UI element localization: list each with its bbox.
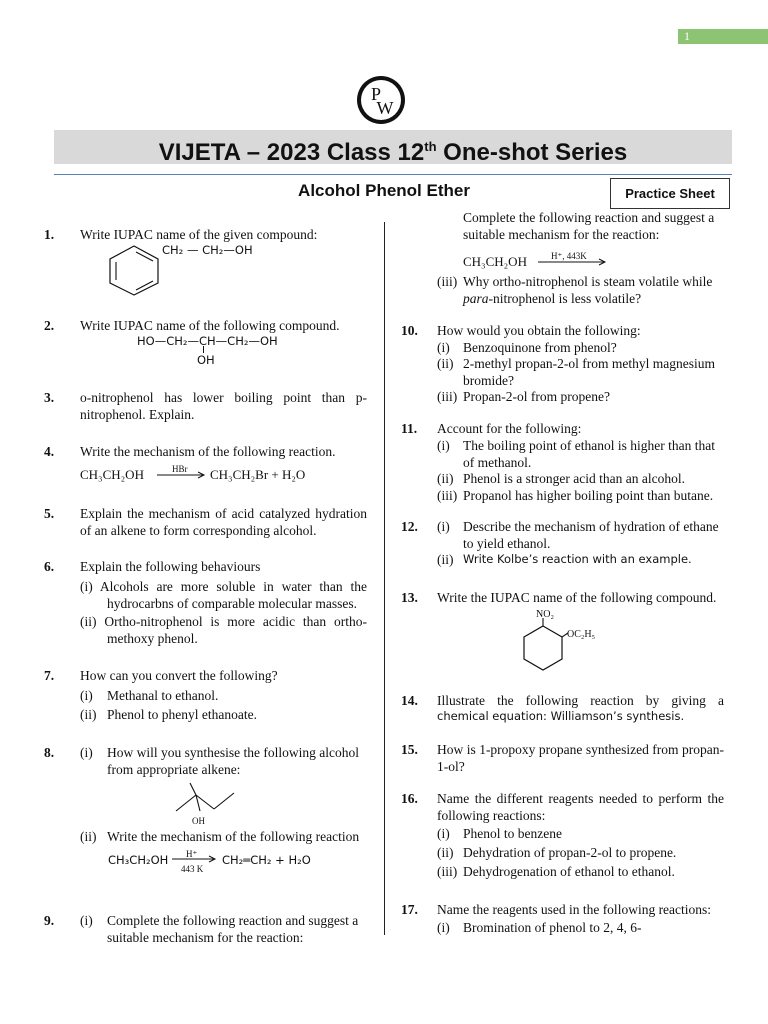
q11-number: 11. [401, 421, 418, 436]
q8-reagent-bottom: 443 K [181, 864, 204, 874]
q1-number: 1. [44, 227, 55, 242]
q1-chain: CH₂ — CH₂—OH [162, 243, 253, 257]
q10-text: How would you obtain the following: [437, 323, 641, 338]
q8-reactant: CH₃CH₂OH [108, 853, 169, 867]
q16-part-i: Phenol to benzene [463, 826, 562, 841]
q10-part-i: Benzoquinone from phenol? [463, 340, 617, 355]
pw-logo [356, 75, 406, 125]
q9-part-iii-marker: (iii) [437, 274, 458, 289]
q7-part-ii: Phenol to phenyl ethanoate. [107, 707, 257, 722]
q6-part-ii: (ii) Ortho-nitrophenol is more acidic than ortho-methoxy phenol. [80, 614, 367, 646]
q6-text: Explain the following behaviours [80, 559, 261, 574]
q9-part-iii-c: -nitrophenol is less volatile? [488, 291, 642, 306]
q2-branch-oh: OH [197, 353, 215, 367]
q6-part-i: (i) Alcohols are more soluble in water than the hydrocarbns of comparable molecular masses. [80, 579, 367, 611]
q13-text: Write the IUPAC name of the following compound. [437, 590, 717, 605]
q11-text: Account for the following: [437, 421, 582, 436]
q13-no2-label: NO₂ [536, 609, 554, 620]
q12-part-ii: Write Kolbe’s reaction with an example. [463, 552, 692, 566]
q15-number: 15. [401, 742, 418, 757]
q10-part-ii: 2-methyl propan-2-ol from methyl magnesium bromide? [463, 356, 715, 388]
q9-number: 9. [44, 913, 55, 928]
q14-text-line2: chemical equation: Williamson’s synthesis. [437, 709, 685, 723]
q9-reactant: CH₃CH₂OH [463, 254, 527, 269]
page-number-bar [678, 29, 768, 44]
q16-part-iii: Dehydrogenation of ethanol to ethanol. [463, 864, 675, 879]
header-divider [54, 174, 732, 175]
title-banner [54, 130, 732, 164]
q12-part-i: Describe the mechanism of hydration of ethane to yield ethanol. [463, 519, 719, 551]
q17-part-i: Bromination of phenol to 2, 4, 6- [463, 920, 642, 935]
q11-part-i-marker: (i) [437, 438, 450, 453]
q2-number: 2. [44, 318, 55, 333]
title-superscript: th [424, 139, 437, 154]
title-main: VIJETA – 2023 Class 12 [158, 139, 425, 166]
q16-part-ii-marker: (ii) [437, 845, 454, 860]
q9-part-iii-b: para [463, 291, 489, 306]
q8-part-i-marker: (i) [80, 745, 93, 760]
practice-sheet-badge: Practice Sheet [610, 178, 730, 209]
q4-number: 4. [44, 444, 55, 459]
q11-part-i: The boiling point of ethanol is higher than that of methanol. [463, 438, 715, 470]
q10-number: 10. [401, 323, 418, 338]
q5-number: 5. [44, 506, 55, 521]
chapter-title: Alcohol Phenol Ether [298, 181, 470, 200]
cyclohexane-ring-diagram [518, 618, 568, 672]
q10-part-iii: Propan-2-ol from propene? [463, 389, 610, 404]
q14-text-line1: Illustrate the following reaction by giving a [437, 693, 724, 708]
q9-part-i-marker: (i) [80, 913, 93, 928]
page-title [159, 139, 628, 166]
svg-text:P: P [370, 84, 382, 104]
q16-part-ii: Dehydration of propan-2-ol to propene. [463, 845, 677, 860]
column-divider [384, 222, 385, 935]
q3-text: o-nitrophenol has lower boiling point than p-nitrophenol. Explain. [80, 390, 367, 422]
q10-part-iii-marker: (iii) [437, 389, 458, 404]
q17-number: 17. [401, 902, 418, 917]
q8-part-i: How will you synthesise the following alcohol from appropriate alkene: [107, 745, 359, 777]
q6-number: 6. [44, 559, 55, 574]
q10-part-ii-marker: (ii) [437, 356, 454, 371]
q7-number: 7. [44, 668, 55, 683]
q7-part-ii-marker: (ii) [80, 707, 97, 722]
q1-text: Write IUPAC name of the given compound: [80, 227, 318, 242]
q12-part-ii-marker: (ii) [437, 552, 454, 567]
q4-product: CH₃CH₂Br + H₂O [210, 467, 306, 482]
tertiary-alcohol-skeletal-diagram [174, 782, 238, 814]
q11-part-iii: Propanol has higher boiling point than butane. [463, 488, 714, 503]
q2-chain: HO—CH₂—CH—CH₂—OH [137, 334, 278, 348]
q12-number: 12. [401, 519, 418, 534]
q7-part-i: Methanal to ethanol. [107, 688, 219, 703]
q9-part-i-start: Complete the following reaction and suggest a suitable mechanism for the reaction: [107, 913, 359, 945]
q8-part-ii-marker: (ii) [80, 829, 97, 844]
q5-text: Explain the mechanism of acid catalyzed hydration of an alkene to form corresponding alcohol. [80, 506, 367, 538]
q16-part-iii-marker: (iii) [437, 864, 458, 879]
q8-product: CH₂═CH₂ + H₂O [222, 853, 311, 867]
q2-text: Write IUPAC name of the following compound. [80, 318, 340, 333]
q9-part-i-line2: Complete the following reaction and suggest a suitable mechanism for the reaction: [463, 210, 715, 242]
q7-text: How can you convert the following? [80, 668, 278, 683]
q8-part-ii: Write the mechanism of the following reaction [107, 829, 360, 844]
q17-text: Name the reagents used in the following reactions: [437, 902, 712, 917]
svg-text:W: W [376, 98, 394, 118]
q16-text: Name the different reagents needed to perform the following reactions: [437, 791, 724, 823]
q9-part-iii [463, 273, 728, 307]
q8-number: 8. [44, 745, 55, 760]
q9-part-iii-a: Why ortho-nitrophenol is steam volatile while [463, 274, 713, 289]
q16-part-i-marker: (i) [437, 826, 450, 841]
q11-part-ii: Phenol is a stronger acid than an alcohol. [463, 471, 685, 486]
q9-part-i-continued [463, 210, 723, 243]
q3-number: 3. [44, 390, 55, 405]
q4-reagent: HBr [172, 464, 188, 474]
q16-number: 16. [401, 791, 418, 806]
q14-number: 14. [401, 693, 418, 708]
q9-reagent: H⁺, 443K [551, 251, 587, 261]
q11-part-iii-marker: (iii) [437, 488, 458, 503]
q7-part-i-marker: (i) [80, 688, 93, 703]
q17-part-i-marker: (i) [437, 920, 450, 935]
q10-part-i-marker: (i) [437, 340, 450, 355]
q8-reagent-top: H⁺ [186, 849, 198, 859]
benzene-ring-diagram [104, 243, 164, 295]
q4-reactant: CH₃CH₂OH [80, 467, 144, 482]
q15-text: How is 1-propoxy propane synthesized from propan-1-ol? [437, 742, 724, 774]
q8-oh-label: OH [192, 816, 205, 826]
q9-reaction-arrow [538, 258, 608, 266]
title-tail: One-shot Series [436, 139, 628, 166]
q4-reaction-arrow [157, 471, 207, 479]
q13-number: 13. [401, 590, 418, 605]
q4-text: Write the mechanism of the following reaction. [80, 444, 336, 459]
q11-part-ii-marker: (ii) [437, 471, 454, 486]
q12-part-i-marker: (i) [437, 519, 450, 534]
q13-oc2h5-label: OC₂H₅ [567, 629, 596, 640]
page-number: 1 [684, 29, 690, 43]
